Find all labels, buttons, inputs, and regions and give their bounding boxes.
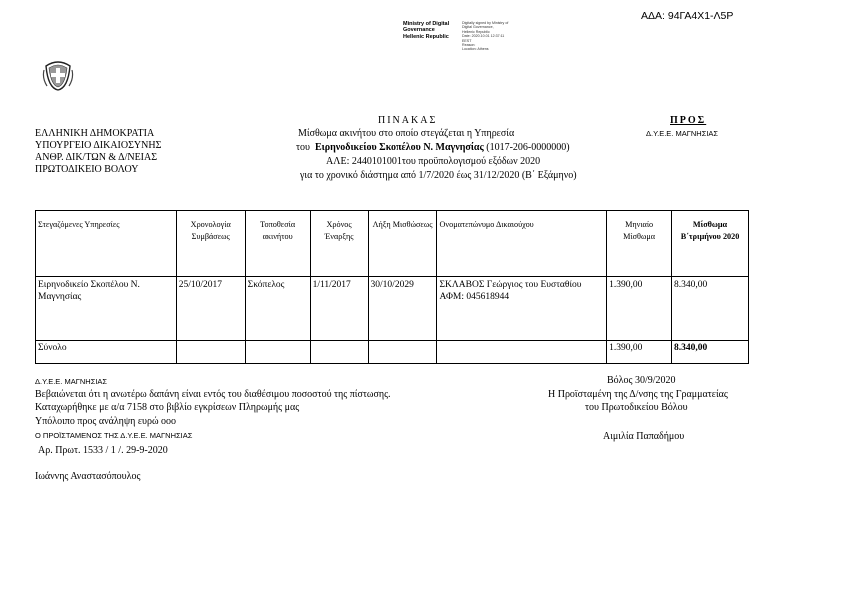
total-monthly: 1.390,00 [607,341,672,364]
ada-code: ΑΔΑ: 94ΓΑ4Χ1-Λ5Ρ [641,10,734,22]
cell-end: 30/10/2029 [368,277,437,341]
cell-start: 1/11/2017 [310,277,368,341]
footer-line-4: Ο ΠΡΟΪΣΤΑΜΕΝΟΣ ΤΗΣ Δ.Υ.Ε.Ε. ΜΑΓΝΗΣΙΑΣ [35,431,193,440]
footer-right-line-2: του Πρωτοδικείου Βόλου [585,402,688,413]
digital-signature-details: Digitally signed by Ministry of Digital Governance, Hellenic Republic Date: 2020.10.01 12:37:11 EEST Reason: Location: Athens [462,21,509,52]
footer-protocol: Αρ. Πρωτ. 1533 / 1 /. 29-9-2020 [38,445,168,456]
total-label: Σύνολο [36,341,177,364]
cell-contract-date: 25/10/2017 [176,277,245,341]
pros-recipient: Δ.Υ.Ε.Ε. ΜΑΓΝΗΣΙΑΣ [646,129,719,138]
footer-line-3: Υπόλοιπο προς ανάληψη ευρώ ооо [35,416,177,427]
subject-line-1: Μίσθωμα ακινήτου στο οποίο στεγάζεται η Υπηρεσία [298,128,515,139]
header-location: Τοποθεσία ακινήτου [245,211,310,277]
footer-signer: Ιωάννης Αναστασόπουλος [35,471,141,482]
cell-period-total: 8.340,00 [672,277,749,341]
greek-emblem-icon [42,58,74,92]
total-period: 8.340,00 [672,341,749,364]
cell-monthly: 1.390,00 [607,277,672,341]
footer-dyee: Δ.Υ.Ε.Ε. ΜΑΓΝΗΣΙΑΣ [35,377,108,386]
document-title: ΠΙΝΑΚΑΣ [378,115,438,126]
digital-signature-names: Ministry of Digital Governance Hellenic Republic [403,21,450,40]
rent-table [35,210,749,364]
table-header-row [36,211,749,277]
header-period-total: Μίσθωμα Β΄τριμήνου 2020 [672,211,749,277]
pros-label: ΠΡΟΣ [670,115,707,126]
cell-beneficiary: ΣΚΛΑΒΟΣ Γεώργιος του Ευσταθίου ΑΦΜ: 045618944 [437,277,607,341]
subject-line-2: του Ειρηνοδικείου Σκοπέλου Ν. Μαγνησίας (1017-206-0000000) [296,142,570,153]
footer-right-signer: Αιμιλία Παπαδήμου [603,431,685,442]
table-total-row [36,341,749,364]
header-start: Χρόνος Έναρξης [310,211,368,277]
header-end: Λήξη Μισθώσεως [368,211,437,277]
subject-line-3: ΑΛΕ: 2440101001του προϋπολογισμού εξόδων 2020 [326,156,541,167]
footer-line-1: Βεβαιώνεται ότι η ανωτέρω δαπάνη είναι εντός του διαθέσιμου ποσοστού της πίστωσης. [35,389,391,400]
header-contract-date: Χρονολογία Συμβάσεως [176,211,245,277]
footer-date: Βόλος 30/9/2020 [607,375,676,386]
header-services: Στεγαζόμενες Υπηρεσίες [36,211,177,277]
header-monthly: Μηνιαίο Μίσθωμα [607,211,672,277]
cell-service: Ειρηνοδικείο Σκοπέλου Ν. Μαγνησίας [36,277,177,341]
cell-location: Σκόπελος [245,277,310,341]
issuer-header: ΕΛΛΗΝΙΚΗ ΔΗΜΟΚΡΑΤΙΑ ΥΠΟΥΡΓΕΙΟ ΔΙΚΑΙΟΣΥΝΗΣ ΑΝΘΡ. ΔΙΚ/ΤΩΝ & Δ/ΝΕΙΑΣ ΠΡΩΤΟΔΙΚΕΙΟ ΒΟΛΟΥ [35,128,162,175]
header-beneficiary: Ονοματεπώνυμο Δικαιούχου [437,211,607,277]
table-row [36,277,749,341]
footer-line-2: Καταχωρήθηκε με α/α 7158 στο βιβλίο εγκρίσεων Πληρωμής μας [35,402,300,413]
subject-line-4: για το χρονικό διάστημα από 1/7/2020 έως 31/12/2020 (Β΄ Εξάμηνο) [300,170,577,181]
footer-right-line-1: Η Προϊσταμένη της Δ/νσης της Γραμματείας [548,389,728,400]
